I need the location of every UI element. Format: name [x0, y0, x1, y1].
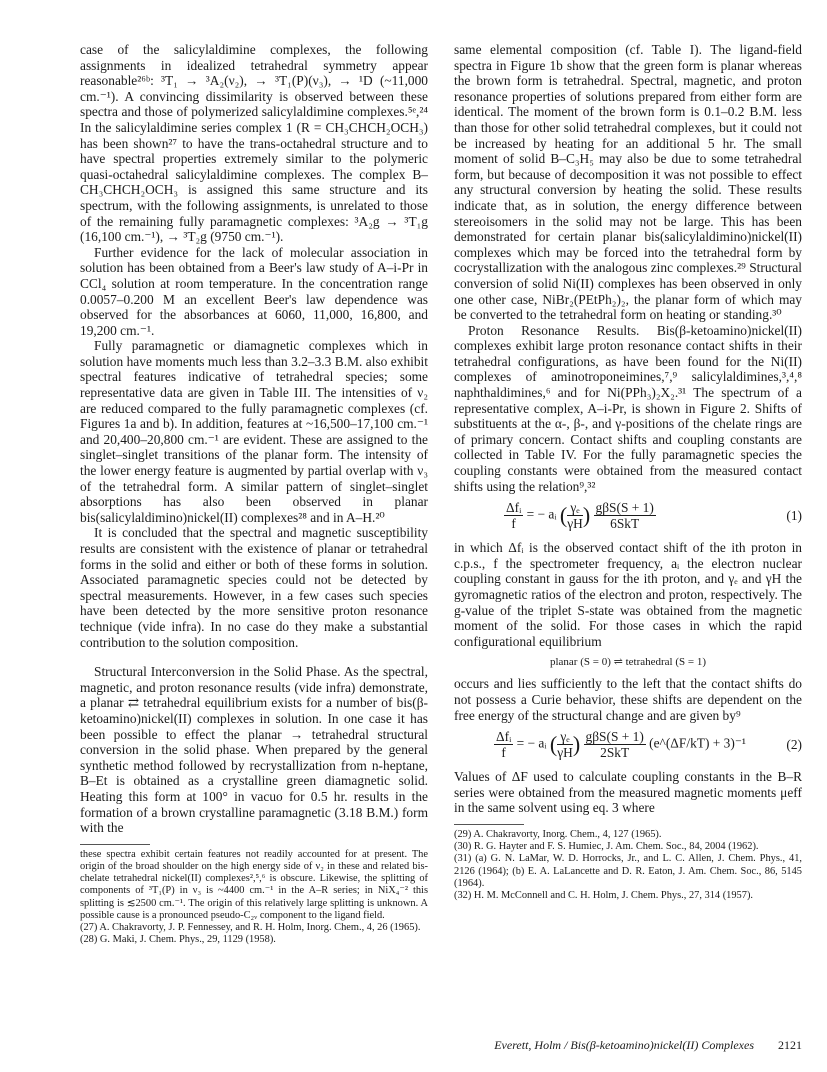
- section-paragraph: Proton Resonance Results. Bis(β-ketoamino)nickel(II) complexes exhibit large proton resonance contact shifts in their tetrahedral configurations, as have been found for the Ni(II) complexes of aminotroponeimines,⁷,⁹ salicylaldimines,³,⁴,⁸ naphthaldimines,⁶ and for Ni(PPh₃)₂X₂.³¹ The spectrum of a representative complex, A–i-Pr, is shown in Figure 2. Shifts of substituents at the α-, β-, and γ-positions of the chelate rings are of primary concern. Contact shifts and coupling constants are collected in Table IV. For the fully paramagnetic species the coupling constants were obtained from the measured contact shifts using the relation⁹,³²: [454, 322, 802, 494]
- paragraph: same elemental composition (cf. Table I). The ligand-field spectra in Figure 1b show that the green form is planar whereas the brown form is tetrahedral. Spectral, magnetic, and proton resonance properties of solutions prepared from either form are identical. The moment of the brown form is 0.1–0.2 B.M. less than those for other solid tetrahedral complexes, but it could not be increased by heating for an additional 5 hr. The small moment of solid B–C₃H₅ may also be due to some tetrahedral form, but because of decomposition it was not possible to effect any structural conversion by heating the solid. These results indicate that, as in solution, the energy difference between stereoisomers in the solid may not be large. This has been demonstrated for certain planar bis(salicylaldimino)nickel(II) complexes which may be forced into the tetrahedral form by cocrystallization with the analogous zinc complexes.²⁹ Structural conversion of solid Ni(II) complexes has been observed in only one other case, NiBr₂(PEtPh₂)₂, the planar form of which may be converted to the tetrahedral form on heating or standing.³⁰: [454, 42, 802, 323]
- footnote-29: (29) A. Chakravorty, Inorg. Chem., 4, 127 (1965).: [454, 828, 662, 840]
- equation-2: $\frac{\text{Δfᵢ}}{f}$ = − aᵢ ( $\frac{\text{γₑ}}{\gamma H}$ ) $\frac{\text{gβS(S + 1)}}{\text{2SkT}}$ (e^(ΔF/kT) + 3)⁻¹ (2): [496, 729, 802, 761]
- footnote-divider: [454, 824, 524, 825]
- paragraph: occurs and lies sufficiently to the left that the contact shifts do not possess a Curie behavior, these shifts are dependent on the free energy of the structural change and are given by⁹: [454, 676, 802, 723]
- page-number: 2121: [778, 1038, 802, 1052]
- equation-number: (2): [786, 737, 802, 753]
- footnote-31: (31) (a) G. N. LaMar, W. D. Horrocks, Jr., and L. C. Allen, J. Chem. Phys., 41, 2126 (1964); (b) E. A. LaLancette and D. R. Eaton, J. Am. Chem. Soc., 86, 5145 (1964).: [454, 853, 802, 889]
- footnote-32: (32) H. M. McConnell and C. H. Holm, J. Chem. Phys., 27, 314 (1957).: [454, 889, 754, 901]
- eq2-lhs: $\frac{\text{Δfᵢ}}{f}$: [496, 729, 512, 761]
- paragraph: case of the salicylaldimine complexes, the following assignments in idealized tetrahedral symmetry appear reasonable²⁶ᵇ: ³T₁ → ³A₂(ν₂), → ³T₁(P)(ν₃), → ¹D (~11,000 cm.⁻¹). A convincing dissimilarity is observed between these spectra and those of polymerized salicylaldimine complexes.⁵ᵉ,²⁴ In the salicylaldimine series complex 1 (R = CH₃CHCH₂OCH₃) has been shown²⁷ to have the trans-octahedral structure and to have spectral properties extremely similar to the polymeric quasi-octahedral salicylaldimine complexes. The complex B–CH₃CHCH₂OCH₃ is assigned this same structure and its spectrum, with the following assignments, is unrelated to those of the remaining fully paramagnetic complexes: ³A₂g → ³T₁g (16,100 cm.⁻¹), → ³T₂g (9750 cm.⁻¹).: [80, 42, 428, 245]
- footnote-27: (27) A. Chakravorty, J. P. Fennessey, and R. H. Holm, Inorg. Chem., 4, 26 (1965).: [80, 921, 421, 933]
- section-paragraph: Structural Interconversion in the Solid Phase. As the spectral, magnetic, and proton resonance results (vide infra) demonstrate, a planar ⇄ tetrahedral equilibrium exists for a number of bis(β-ketoamino)nickel(II) complexes in solution. In one case it has been possible to effect the planar → tetrahedral structural conversion in the solid phase. When prepared by the general synthetic method followed by recrystallization from n-heptane, B–Et is obtained as a crystalline green diamagnetic solid. Heating this form at 100° in vacuo for 0.5 hr. results in the formation of a brown crystalline paramagnetic (3.18 B.M.) form with the: [80, 664, 428, 836]
- eq2-middle: = − aᵢ: [516, 735, 547, 751]
- equation-number: (1): [786, 508, 802, 524]
- eq1-rhs: $\frac{\text{gβS(S + 1)}}{\text{6SkT}}$: [595, 500, 654, 532]
- footnote-28: (28) G. Maki, J. Chem. Phys., 29, 1129 (1958).: [80, 934, 276, 946]
- paragraph: in which Δfᵢ is the observed contact shift of the ith proton in c.p.s., f the spectrometer frequency, aᵢ the electron nuclear coupling constant in gauss for the ith proton, and γₑ and γH the gyromagnetic ratios of the electron and proton, respectively. The g-value of the triplet S-state was obtained from the magnetic moment of the solid. For those cases in which the rapid configurational equilibrium: [454, 540, 802, 649]
- right-column: [454, 42, 802, 902]
- equation-1: $\frac{\text{Δfᵢ}}{f}$ = − aᵢ ( $\frac{\text{γₑ}}{\gamma H}$ ) $\frac{\text{gβS(S + 1)}}{\text{6SkT}}$ (1): [506, 500, 802, 532]
- left-column: [80, 42, 428, 946]
- running-title: Everett, Holm / Bis(β-ketoamino)nickel(II) Complexes: [494, 1038, 754, 1052]
- equilibrium-scheme: planar (S = 0) ⇌ tetrahedral (S = 1): [549, 656, 707, 669]
- paragraph: Further evidence for the lack of molecular association in solution has been obtained from a Beer's law study of A–i-Pr in CCl₄ solution at room temperature. In the concentration range 0.0057–0.200 M an excellent Beer's law dependence was observed for the absorbances at 6060, 11,000, 16,800, and 19,200 cm.⁻¹.: [80, 244, 428, 338]
- footnote-divider: [80, 844, 150, 845]
- eq1-gyro: $\frac{\text{γₑ}}{\gamma H}$: [567, 500, 583, 532]
- page-footer: [454, 1038, 802, 1053]
- paragraph: Values of ΔF used to calculate coupling constants in the B–R series were obtained from the measured magnetic moments μeff in the same solvent using eq. 3 where: [454, 769, 802, 816]
- paragraph: It is concluded that the spectral and magnetic susceptibility results are consistent with the existence of planar or tetrahedral forms in the solid and either or both of these forms in solution. Associated paramagnetic species could not be detected by spectral measurements. However, in a few cases such species have been detected by the more sensitive proton resonance technique (vide infra). In no case do they make a substantial contribution to the solution composition.: [80, 525, 428, 650]
- footnote-30: (30) R. G. Hayter and F. S. Humiec, J. Am. Chem. Soc., 84, 2004 (1962).: [454, 841, 759, 853]
- paragraph: Fully paramagnetic or diamagnetic complexes which in solution have moments much less than 3.2–3.3 B.M. also exhibit spectral features indicative of tetrahedral species; some representative data are given in Table III. The intensities of ν₂ are reduced compared to the fully paramagnetic complexes (cf. Figures 1a and b). In addition, features at ~16,500–17,100 cm.⁻¹ and 20,400–20,800 cm.⁻¹ are evident. These are assigned to the singlet–singlet transitions of the planar form. The intensity of the lower energy feature is augmented by partial overlap with ν₃ of the tetrahedral form. A similar pattern of singlet–singlet absorptions has also been observed in planar bis(salicylaldimino)nickel(II) complexes²⁸ and in A–H.²⁰: [80, 338, 428, 525]
- eq2-rhs: $\frac{\text{gβS(S + 1)}}{\text{2SkT}}$: [585, 729, 644, 761]
- eq1-middle: = − aᵢ: [526, 506, 557, 522]
- eq1-lhs: $\frac{\text{Δfᵢ}}{f}$: [506, 500, 522, 532]
- eq2-gyro: $\frac{\text{γₑ}}{\gamma H}$: [557, 729, 573, 761]
- footnote: these spectra exhibit certain features not readily accounted for at present. The origin of the broad shoulder on the high energy side of ν₂ in these and related bis-chelate tetrahedral nickel(II) complexes²,⁵,⁶ is obscure. Likewise, the splitting of components of ³T₁(P) in ν₃ is ~4400 cm.⁻¹ in the A–R series; in NiX₄⁻² this splitting is ≲2500 cm.⁻¹. The origin of this relatively large splitting is unknown. A possible cause is a pronounced pseudo-C₂ᵥ component to the ligand field.: [80, 848, 428, 921]
- eq2-tail: (e^(ΔF/kT) + 3)⁻¹: [649, 735, 746, 751]
